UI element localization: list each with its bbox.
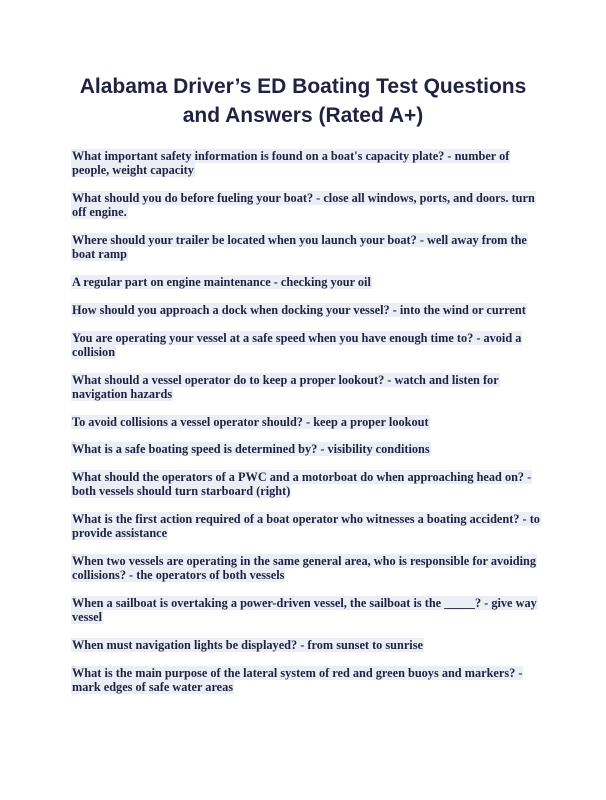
title-line-2: and Answers (Rated A+) bbox=[182, 104, 424, 127]
qa-item bbox=[71, 275, 541, 289]
qa-item bbox=[71, 303, 541, 317]
qa-text: What is the first action required of a boat operator who witnesses a boating accident? - to provide assistance bbox=[72, 512, 540, 541]
document-title bbox=[40, 72, 566, 130]
qa-item bbox=[71, 470, 541, 498]
qa-text: When two vessels are operating in the same general area, who is responsible for avoiding collisions? - the operators of both vessels bbox=[72, 554, 536, 583]
qa-text: What is the main purpose of the lateral system of red and green buoys and markers? - mark edges of safe water areas bbox=[72, 665, 523, 695]
qa-text: What should the operators of a PWC and a motorboat do when approaching head on? - both vessels should turn starboard (right) bbox=[72, 470, 532, 499]
qa-text: When a sailboat is overtaking a power-driven vessel, the sailboat is the _____? - give way vessel bbox=[72, 596, 537, 625]
qa-text: What should you do before fueling your boat? - close all windows, ports, and doors. turn off engine. bbox=[72, 191, 535, 220]
qa-item bbox=[71, 415, 541, 429]
qa-item bbox=[71, 233, 541, 261]
qa-text: What is a safe boating speed is determined by? - visibility conditions bbox=[72, 442, 430, 457]
qa-item bbox=[71, 149, 541, 177]
qa-item bbox=[71, 373, 541, 401]
qa-text: A regular part on engine maintenance - checking your oil bbox=[72, 275, 371, 289]
qa-text: When must navigation lights be displayed? - from sunset to sunrise bbox=[72, 638, 423, 653]
qa-list bbox=[71, 149, 541, 708]
qa-text: What important safety information is found on a boat's capacity plate? - number of people, weight capacity bbox=[72, 149, 510, 178]
qa-item bbox=[71, 596, 541, 624]
qa-text: How should you approach a dock when docking your vessel? - into the wind or current bbox=[72, 302, 526, 317]
title-line-1: Alabama Driver’s ED Boating Test Questions bbox=[79, 75, 527, 98]
qa-item bbox=[71, 554, 541, 582]
qa-item bbox=[71, 638, 541, 652]
qa-text: Where should your trailer be located when you launch your boat? - well away from the boat ramp bbox=[72, 233, 527, 262]
qa-text: What should a vessel operator do to keep a proper lookout? - watch and listen for navigation hazards bbox=[72, 372, 499, 401]
qa-item bbox=[71, 442, 541, 456]
qa-text: You are operating your vessel at a safe speed when you have enough time to? - avoid a collision bbox=[72, 330, 522, 359]
qa-item bbox=[71, 191, 541, 219]
qa-item bbox=[71, 512, 541, 540]
qa-item bbox=[71, 666, 541, 694]
qa-text: To avoid collisions a vessel operator should? - keep a proper lookout bbox=[72, 414, 429, 429]
qa-item bbox=[71, 331, 541, 359]
